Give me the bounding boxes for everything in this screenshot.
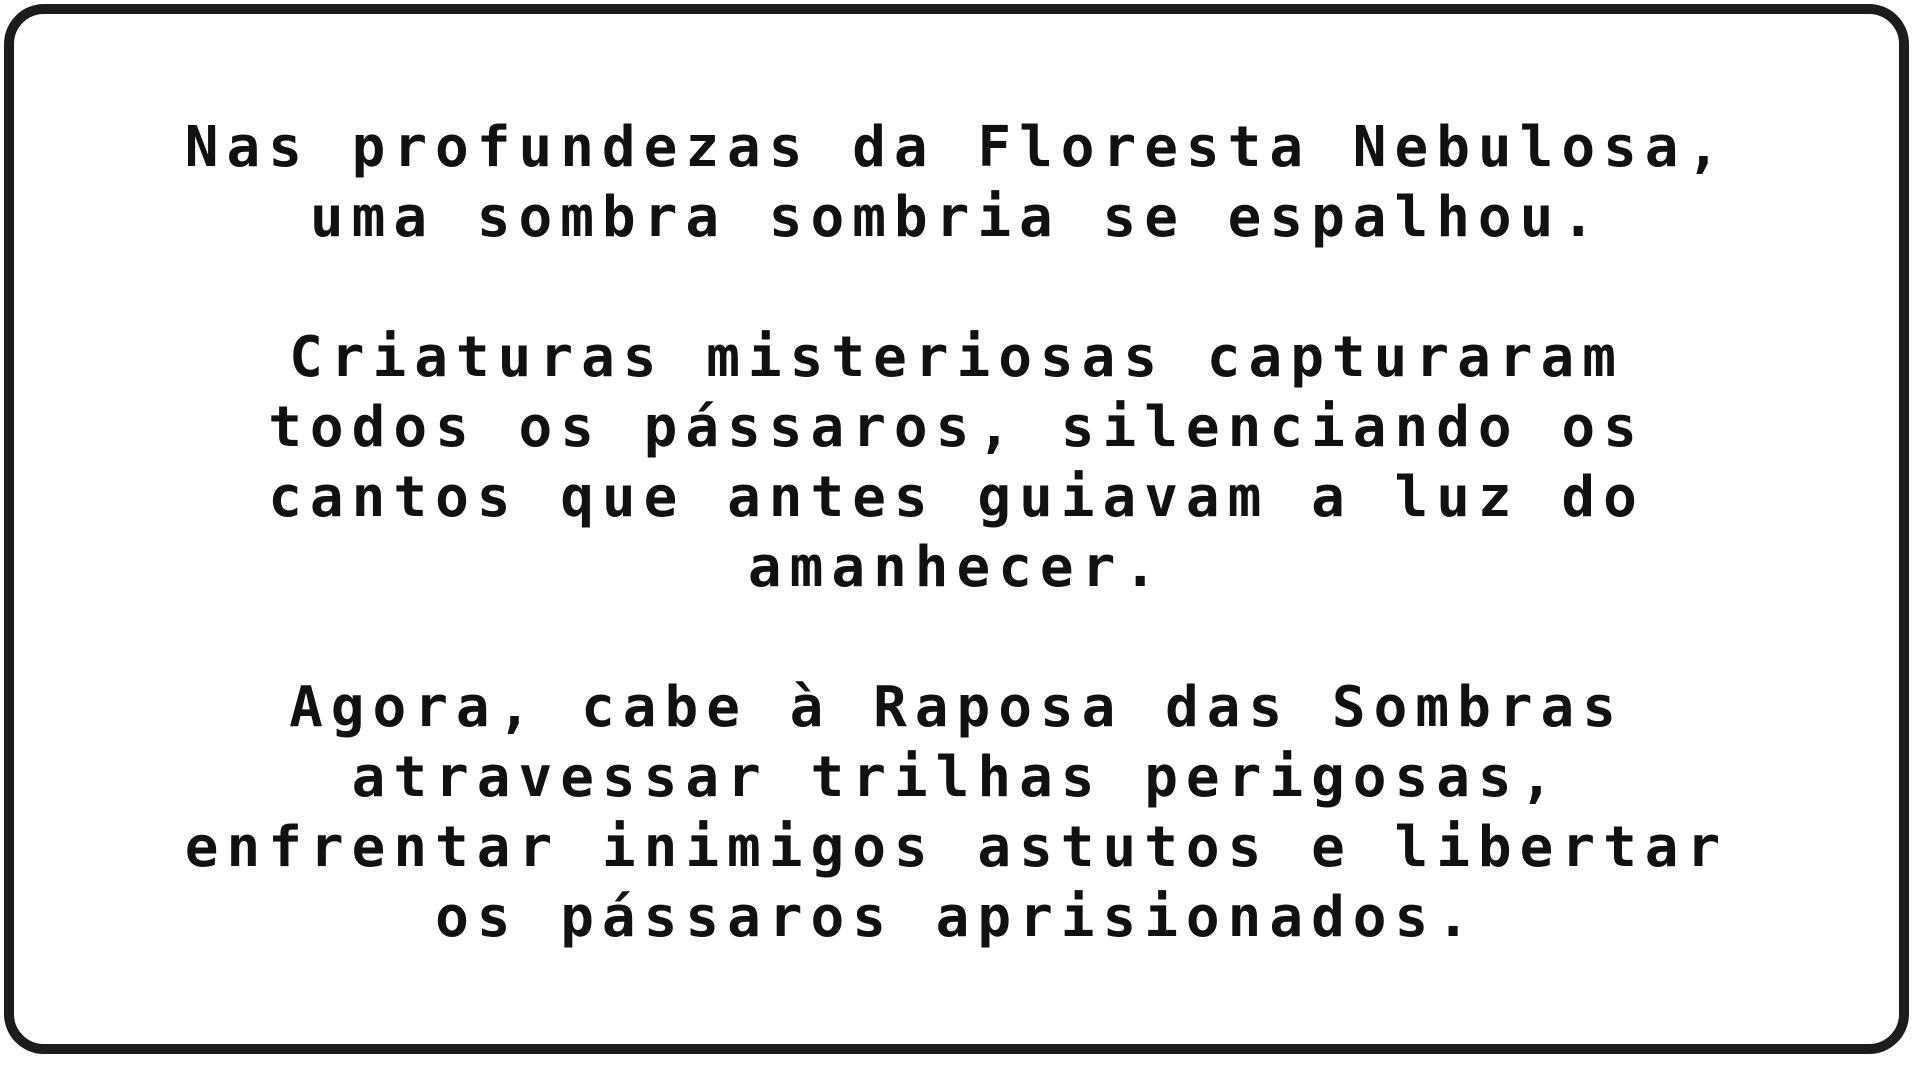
story-paragraph-2 bbox=[14, 323, 1899, 603]
story-line: Criaturas misteriosas capturaram bbox=[289, 325, 1624, 390]
story-text bbox=[14, 113, 1899, 953]
story-line: os pássaros aprisionados. bbox=[435, 885, 1478, 950]
story-line: uma sombra sombria se espalhou. bbox=[309, 185, 1604, 250]
story-line: Nas profundezas da Floresta Nebulosa, bbox=[184, 115, 1729, 180]
story-line: atravessar trilhas perigosas, bbox=[351, 745, 1562, 810]
story-line: cantos que antes guiavam a luz do bbox=[268, 465, 1645, 530]
story-line: todos os pássaros, silenciando os bbox=[268, 395, 1645, 460]
story-line: Agora, cabe à Raposa das Sombras bbox=[289, 675, 1624, 740]
story-line: amanhecer. bbox=[747, 535, 1166, 600]
story-paragraph-1 bbox=[14, 113, 1899, 253]
story-line: enfrentar inimigos astutos e libertar bbox=[184, 815, 1729, 880]
story-paragraph-3 bbox=[14, 673, 1899, 953]
story-dialog-box[interactable] bbox=[4, 4, 1909, 1054]
